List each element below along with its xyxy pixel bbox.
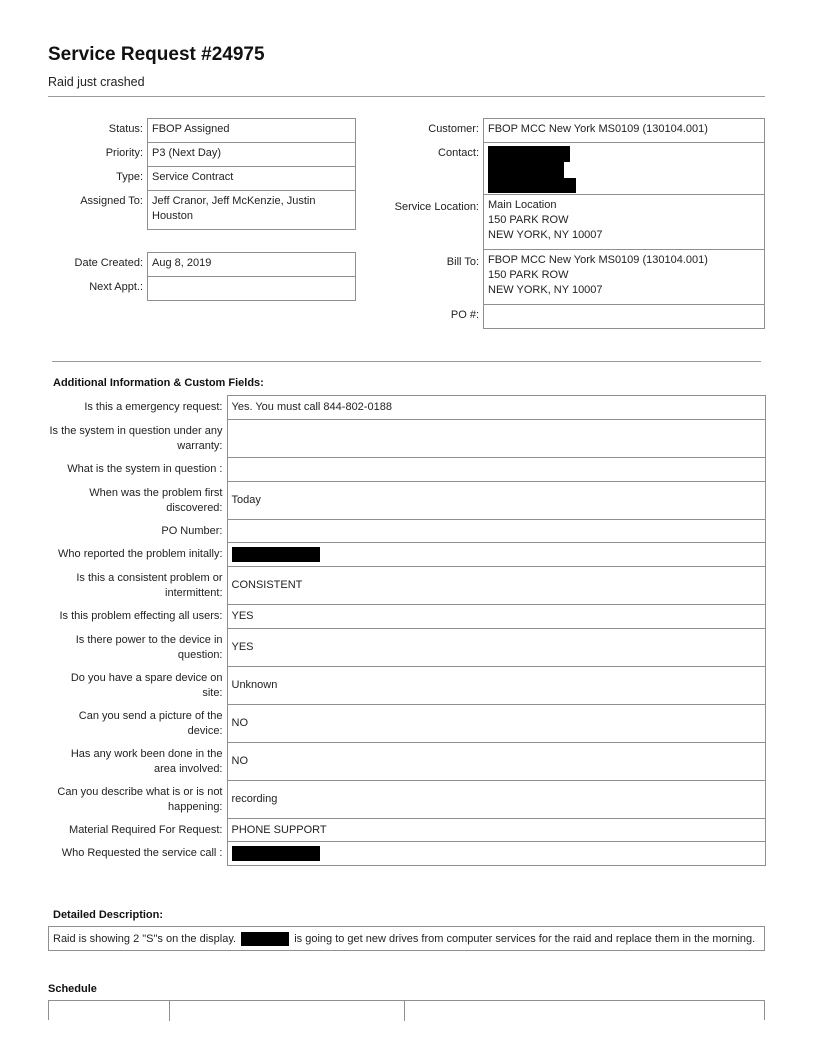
- table-row: [48, 420, 765, 458]
- table-row: [48, 743, 765, 781]
- description-text: Raid is showing 2 "S"s on the display.: [53, 933, 237, 945]
- request-summary: Raid just crashed: [48, 75, 145, 89]
- field-answer: PHONE SUPPORT: [227, 819, 765, 842]
- bill-to-line: 150 PARK ROW: [488, 269, 569, 281]
- field-question: What is the system in question :: [67, 463, 223, 475]
- field-answer: Today: [227, 482, 765, 520]
- redacted-contact-line: [488, 146, 570, 162]
- field-question: Can you send a picture of the device:: [78, 709, 223, 737]
- table-row: [48, 458, 765, 482]
- field-question: Who reported the problem initally:: [58, 548, 223, 560]
- field-answer: recording: [227, 781, 765, 819]
- po-label: PO #:: [450, 309, 479, 321]
- page-title: Service Request #24975: [48, 44, 265, 65]
- status-value: FBOP Assigned: [147, 118, 356, 143]
- schedule-column-divider: [169, 1001, 170, 1021]
- priority-value: P3 (Next Day): [147, 142, 356, 167]
- schedule-table: [48, 1000, 765, 1020]
- service-location-line: NEW YORK, NY 10007: [488, 229, 603, 241]
- po-value: [483, 304, 765, 329]
- customer-value: FBOP MCC New York MS0109 (130104.001): [483, 118, 765, 143]
- contact-value: [483, 142, 765, 195]
- field-answer: Unknown: [227, 667, 765, 705]
- table-row: [48, 667, 765, 705]
- service-location-value: [483, 194, 765, 250]
- field-question: Material Required For Request:: [69, 823, 223, 836]
- redacted-contact-line: [488, 162, 564, 178]
- type-value: Service Contract: [147, 166, 356, 191]
- table-row: [48, 629, 765, 667]
- table-row: [48, 482, 765, 520]
- field-question: Has any work been done in the area involved:: [70, 747, 223, 775]
- customer-label: Customer:: [428, 123, 479, 135]
- field-answer: YES: [227, 629, 765, 667]
- table-row: [48, 781, 765, 819]
- field-answer: CONSISTENT: [227, 567, 765, 605]
- assigned-to-value: Jeff Cranor, Jeff McKenzie, Justin Houston: [147, 190, 356, 230]
- field-question: PO Number:: [161, 524, 223, 537]
- bill-to-label: Bill To:: [446, 256, 479, 268]
- field-question: When was the problem first discovered:: [89, 486, 223, 514]
- service-location-label: Service Location:: [394, 201, 479, 213]
- table-row: [48, 396, 765, 420]
- redacted-name: [241, 932, 289, 946]
- field-answer: [227, 458, 765, 482]
- table-row: [48, 543, 765, 567]
- field-answer: NO: [227, 705, 765, 743]
- contact-label: Contact:: [438, 147, 479, 159]
- schedule-title: Schedule: [48, 983, 97, 995]
- custom-fields-title: Additional Information & Custom Fields:: [53, 377, 264, 389]
- description-box: [48, 926, 765, 951]
- description-title: Detailed Description:: [53, 909, 164, 921]
- bill-to-line: NEW YORK, NY 10007: [488, 284, 603, 296]
- field-answer: [227, 842, 765, 866]
- field-answer: [227, 520, 765, 543]
- header-divider: [48, 96, 765, 97]
- field-question: Is there power to the device in question:: [75, 633, 223, 661]
- description-text: is going to get new drives from computer services for the raid and replace them in the morning.: [294, 933, 756, 945]
- field-answer: YES: [227, 605, 765, 629]
- table-row: [48, 842, 765, 866]
- field-answer: [227, 543, 765, 567]
- date-created-label: Date Created:: [74, 257, 143, 269]
- field-question: Can you describe what is or is not happening:: [57, 785, 223, 813]
- service-location-line: Main Location: [488, 199, 557, 211]
- date-created-value: Aug 8, 2019: [147, 252, 356, 277]
- schedule-column-divider: [404, 1001, 405, 1021]
- field-question: Is this a emergency request:: [84, 401, 223, 413]
- table-row: [48, 520, 765, 543]
- status-label: Status:: [108, 123, 143, 135]
- type-label: Type:: [116, 171, 143, 183]
- next-appt-value: [147, 276, 356, 301]
- field-question: Do you have a spare device on site:: [70, 671, 223, 699]
- assigned-to-label: Assigned To:: [80, 195, 143, 207]
- redacted-contact-line: [488, 178, 576, 193]
- bill-to-value: [483, 249, 765, 305]
- priority-label: Priority:: [105, 147, 143, 159]
- service-location-line: 150 PARK ROW: [488, 214, 569, 226]
- table-row: [48, 567, 765, 605]
- redacted-name: [232, 846, 320, 861]
- field-answer: [227, 420, 765, 458]
- field-question: Who Requested the service call :: [61, 847, 223, 859]
- field-question: Is this problem effecting all users:: [59, 610, 223, 622]
- table-row: [48, 605, 765, 629]
- section-divider: [52, 361, 761, 362]
- next-appt-label: Next Appt.:: [89, 281, 143, 293]
- field-answer: NO: [227, 743, 765, 781]
- field-question: Is the system in question under any warranty:: [49, 424, 223, 452]
- field-answer: Yes. You must call 844-802-0188: [227, 396, 765, 420]
- bill-to-line: FBOP MCC New York MS0109 (130104.001): [488, 254, 708, 266]
- custom-fields-table: [48, 395, 766, 866]
- field-question: Is this a consistent problem or intermittent:: [76, 571, 223, 599]
- redacted-name: [232, 547, 320, 562]
- table-row: [48, 705, 765, 743]
- table-row: [48, 819, 765, 842]
